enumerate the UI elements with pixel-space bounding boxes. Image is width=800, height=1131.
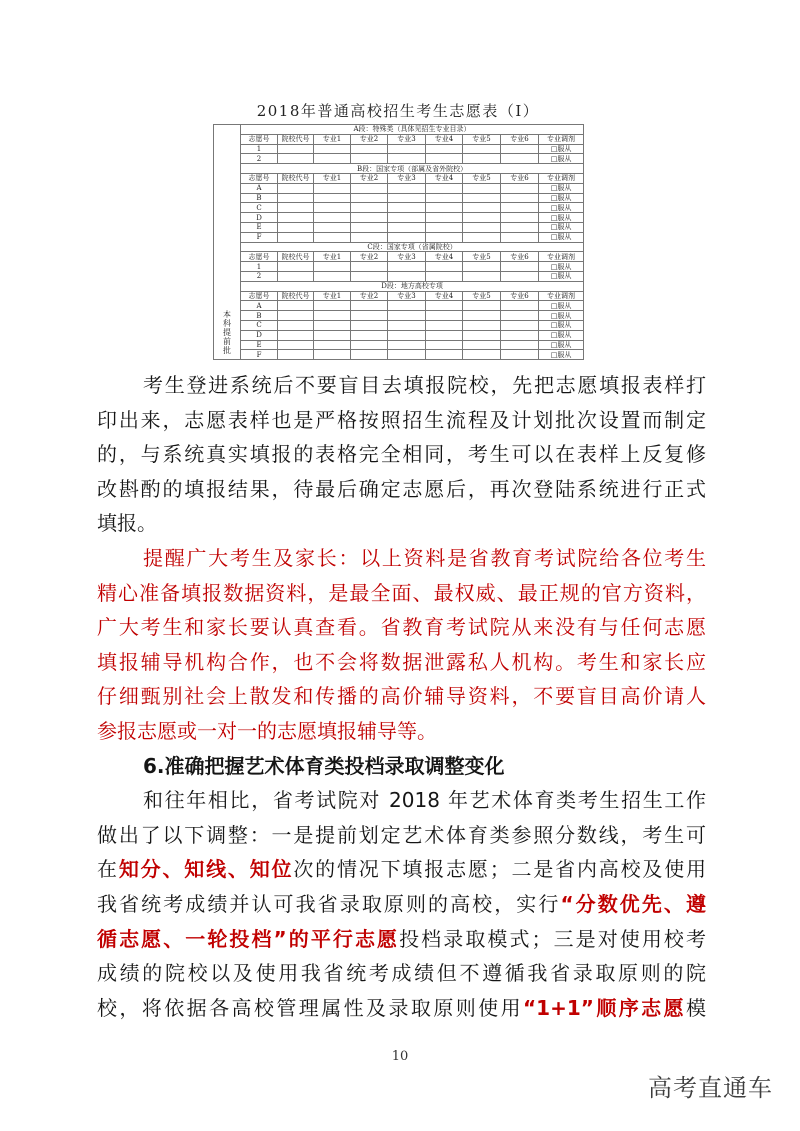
column-header: 专业调剂 (539, 134, 584, 144)
empty-cell (463, 330, 501, 340)
column-header: 院校代号 (278, 252, 314, 262)
choice-number: 1 (241, 144, 278, 154)
choice-number: 1 (241, 262, 278, 272)
empty-cell (501, 144, 539, 154)
section-label: D段：地方高校专项 (241, 281, 584, 291)
empty-cell (426, 271, 463, 281)
empty-cell (501, 193, 539, 203)
empty-cell (426, 213, 463, 223)
empty-cell (501, 311, 539, 321)
text-run: 6.准确把握艺术体育类投档录取调整变化 (143, 753, 505, 778)
empty-cell (351, 154, 388, 164)
empty-cell (314, 222, 351, 232)
choice-row (214, 262, 584, 272)
empty-cell (351, 222, 388, 232)
empty-cell (314, 213, 351, 223)
adjust-option: □服从 (539, 340, 584, 350)
empty-cell (314, 311, 351, 321)
empty-cell (501, 154, 539, 164)
side-label-cell (214, 125, 241, 360)
adjust-option: □服从 (539, 213, 584, 223)
empty-cell (314, 320, 351, 330)
form-title: 2018年普通高校招生考生志愿表（Ⅰ） (256, 102, 540, 120)
empty-cell (463, 340, 501, 350)
volunteer-form-image (213, 98, 583, 362)
text-line (97, 956, 706, 991)
section-label-row (214, 281, 584, 291)
column-header: 专业6 (501, 252, 539, 262)
section-label-row (214, 164, 584, 174)
text-run: 考生登进系统后不要盲目去填报院校，先把志愿填报表样打 (143, 373, 706, 397)
empty-cell (351, 213, 388, 223)
text-line (97, 922, 706, 957)
paragraph (97, 783, 706, 1025)
empty-cell (463, 320, 501, 330)
text-run: 成绩的院校以及使用我省统考成绩但不遵循我省录取原则的院 (97, 961, 706, 986)
column-header: 专业3 (388, 173, 426, 183)
empty-cell (463, 203, 501, 213)
text-line (97, 610, 706, 645)
choice-row (214, 203, 584, 213)
empty-cell (314, 183, 351, 193)
empty-cell (426, 350, 463, 360)
empty-cell (278, 154, 314, 164)
empty-cell (463, 183, 501, 193)
column-header: 专业5 (463, 252, 501, 262)
watermark: 高考直通车 (648, 1074, 773, 1102)
text-run: 提醒广大考生及家长：以上资料是省教育考试院给各位考生 (143, 545, 706, 570)
choice-row (214, 232, 584, 242)
adjust-option: □服从 (539, 232, 584, 242)
empty-cell (463, 311, 501, 321)
empty-cell (388, 203, 426, 213)
adjust-option: □服从 (539, 320, 584, 330)
text-line (97, 991, 706, 1026)
column-header: 专业1 (314, 134, 351, 144)
column-header: 院校代号 (278, 173, 314, 183)
text-line (97, 852, 706, 887)
column-header: 专业3 (388, 134, 426, 144)
text-run: 模 (686, 995, 706, 1020)
column-header: 专业1 (314, 252, 351, 262)
text-line (97, 403, 706, 438)
text-line (97, 783, 706, 818)
column-header-row (214, 291, 584, 301)
adjust-option: □服从 (539, 271, 584, 281)
text-run: 填报辅导机构合作，也不会将数据泄露私人机构。考生和家长应 (97, 649, 706, 674)
empty-cell (351, 203, 388, 213)
empty-cell (351, 330, 388, 340)
column-header: 专业调剂 (539, 252, 584, 262)
column-header: 专业调剂 (539, 173, 584, 183)
adjust-option: □服从 (539, 144, 584, 154)
text-run: 次的情况下填报志愿；二是省内高校及使用 (293, 857, 706, 882)
column-header: 专业4 (426, 252, 463, 262)
empty-cell (463, 271, 501, 281)
choice-row (214, 183, 584, 193)
empty-cell (463, 144, 501, 154)
text-run: 投档录取模式；三是对使用校考 (399, 926, 706, 951)
adjust-option: □服从 (539, 262, 584, 272)
section-heading (97, 749, 706, 784)
empty-cell (463, 154, 501, 164)
empty-cell (314, 271, 351, 281)
text-line (97, 679, 706, 714)
empty-cell (351, 183, 388, 193)
adjust-option: □服从 (539, 154, 584, 164)
text-run: 在 (97, 857, 119, 882)
column-header: 专业6 (501, 173, 539, 183)
empty-cell (501, 203, 539, 213)
empty-cell (351, 271, 388, 281)
empty-cell (501, 213, 539, 223)
choice-number: B (241, 311, 278, 321)
choice-number: 2 (241, 271, 278, 281)
column-header: 专业2 (351, 291, 388, 301)
empty-cell (278, 203, 314, 213)
column-header: 专业5 (463, 291, 501, 301)
empty-cell (314, 340, 351, 350)
section-label-row (214, 125, 584, 135)
column-header: 志愿号 (241, 134, 278, 144)
empty-cell (426, 330, 463, 340)
choice-number: D (241, 330, 278, 340)
emphasis-text: 循志愿、一轮投档”的平行志愿 (97, 926, 400, 951)
text-run: 精心准备填报数据资料，是最全面、最权威、最正规的官方资料， (97, 580, 706, 605)
empty-cell (388, 262, 426, 272)
section-label: B段：国家专项（部属及省外院校） (241, 164, 584, 174)
empty-cell (463, 301, 501, 311)
body-text (97, 368, 706, 1025)
empty-cell (501, 222, 539, 232)
empty-cell (426, 301, 463, 311)
empty-cell (314, 193, 351, 203)
text-line (97, 818, 706, 853)
empty-cell (426, 340, 463, 350)
text-run: 参报志愿或一对一的志愿填报辅导等。 (97, 718, 437, 743)
column-header: 专业1 (314, 173, 351, 183)
empty-cell (351, 340, 388, 350)
text-run: 和往年相比，省考试院对 2018 年艺术体育类考生招生工作 (143, 788, 706, 813)
column-header: 专业1 (314, 291, 351, 301)
choice-row (214, 311, 584, 321)
empty-cell (501, 330, 539, 340)
column-header: 专业调剂 (539, 291, 584, 301)
choice-number: B (241, 193, 278, 203)
emphasis-text: “1+1”顺序志愿 (523, 995, 687, 1020)
adjust-option: □服从 (539, 203, 584, 213)
form-table-body (214, 125, 584, 360)
empty-cell (314, 301, 351, 311)
choice-number: A (241, 183, 278, 193)
empty-cell (463, 213, 501, 223)
empty-cell (278, 193, 314, 203)
empty-cell (388, 183, 426, 193)
column-header-row (214, 134, 584, 144)
empty-cell (351, 311, 388, 321)
choice-number: A (241, 301, 278, 311)
text-run: 广大考生和家长要认真查看。省教育考试院从来没有与任何志愿 (97, 615, 706, 640)
text-run: 改斟酌的填报结果，待最后确定志愿后，再次登陆系统进行正式 (97, 476, 706, 501)
column-header: 专业4 (426, 291, 463, 301)
text-line (97, 506, 706, 541)
column-header: 志愿号 (241, 252, 278, 262)
text-run: 印出来，志愿表样也是严格按照招生流程及计划批次设置而制定 (97, 407, 706, 432)
adjust-option: □服从 (539, 301, 584, 311)
text-run: 填报。 (97, 511, 157, 536)
text-run: 的，与系统真实填报的表格完全相同，考生可以在表样上反复修 (97, 442, 706, 467)
empty-cell (501, 183, 539, 193)
empty-cell (314, 350, 351, 360)
column-header-row (214, 173, 584, 183)
choice-number: E (241, 222, 278, 232)
choice-number: F (241, 350, 278, 360)
adjust-option: □服从 (539, 311, 584, 321)
empty-cell (501, 262, 539, 272)
empty-cell (463, 232, 501, 242)
empty-cell (388, 222, 426, 232)
empty-cell (463, 262, 501, 272)
adjust-option: □服从 (539, 350, 584, 360)
empty-cell (278, 350, 314, 360)
empty-cell (278, 183, 314, 193)
choice-number: 2 (241, 154, 278, 164)
empty-cell (314, 262, 351, 272)
empty-cell (426, 203, 463, 213)
empty-cell (501, 340, 539, 350)
empty-cell (388, 320, 426, 330)
empty-cell (463, 193, 501, 203)
empty-cell (501, 350, 539, 360)
choice-row (214, 222, 584, 232)
empty-cell (278, 232, 314, 242)
choice-row (214, 154, 584, 164)
text-line (97, 887, 706, 922)
empty-cell (351, 320, 388, 330)
text-line (97, 437, 706, 472)
adjust-option: □服从 (539, 193, 584, 203)
column-header: 院校代号 (278, 134, 314, 144)
empty-cell (278, 144, 314, 154)
empty-cell (351, 301, 388, 311)
choice-number: D (241, 213, 278, 223)
empty-cell (388, 154, 426, 164)
empty-cell (426, 232, 463, 242)
text-run: 校，将依据各高校管理属性及录取原则使用 (97, 995, 524, 1020)
text-run: 仔细甄别社会上散发和传播的高价辅导资料，不要盲目高价请人 (97, 684, 706, 709)
column-header: 专业6 (501, 134, 539, 144)
text-line (97, 714, 706, 749)
paragraph (97, 541, 706, 749)
adjust-option: □服从 (539, 222, 584, 232)
empty-cell (314, 330, 351, 340)
emphasis-text: “分数优先、遵 (560, 891, 706, 916)
choice-row (214, 193, 584, 203)
column-header: 专业3 (388, 291, 426, 301)
choice-number: C (241, 203, 278, 213)
empty-cell (388, 271, 426, 281)
choice-row (214, 320, 584, 330)
empty-cell (388, 232, 426, 242)
adjust-option: □服从 (539, 330, 584, 340)
empty-cell (388, 350, 426, 360)
column-header: 志愿号 (241, 291, 278, 301)
column-header-row (214, 252, 584, 262)
text-line (97, 541, 706, 576)
choice-number: F (241, 232, 278, 242)
choice-number: E (241, 340, 278, 350)
column-header: 专业3 (388, 252, 426, 262)
column-header: 专业4 (426, 173, 463, 183)
text-line (97, 749, 706, 784)
empty-cell (278, 262, 314, 272)
empty-cell (388, 330, 426, 340)
empty-cell (426, 222, 463, 232)
empty-cell (278, 301, 314, 311)
empty-cell (351, 144, 388, 154)
volunteer-form-table (213, 124, 584, 360)
empty-cell (388, 213, 426, 223)
choice-number: C (241, 320, 278, 330)
empty-cell (426, 144, 463, 154)
section-label: A段：特殊类（具体见招生专业目录） (241, 125, 584, 135)
column-header: 专业4 (426, 134, 463, 144)
empty-cell (278, 311, 314, 321)
text-run: 我省统考成绩并认可我省录取原则的高校，实行 (97, 891, 561, 916)
empty-cell (426, 311, 463, 321)
column-header: 志愿号 (241, 173, 278, 183)
text-line (97, 368, 706, 403)
empty-cell (278, 330, 314, 340)
empty-cell (426, 193, 463, 203)
column-header: 专业2 (351, 173, 388, 183)
page-number: 10 (391, 1049, 409, 1064)
empty-cell (314, 144, 351, 154)
empty-cell (501, 271, 539, 281)
empty-cell (388, 144, 426, 154)
empty-cell (463, 350, 501, 360)
empty-cell (314, 203, 351, 213)
empty-cell (314, 154, 351, 164)
paragraph (97, 368, 706, 541)
emphasis-text: 知分、知线、知位 (118, 857, 294, 882)
empty-cell (351, 350, 388, 360)
text-line (97, 576, 706, 611)
text-line (97, 472, 706, 507)
empty-cell (351, 232, 388, 242)
choice-row (214, 213, 584, 223)
empty-cell (388, 340, 426, 350)
adjust-option: □服从 (539, 183, 584, 193)
empty-cell (426, 183, 463, 193)
empty-cell (463, 222, 501, 232)
empty-cell (501, 301, 539, 311)
empty-cell (278, 222, 314, 232)
empty-cell (278, 271, 314, 281)
choice-row (214, 271, 584, 281)
column-header: 院校代号 (278, 291, 314, 301)
empty-cell (278, 320, 314, 330)
choice-row (214, 350, 584, 360)
empty-cell (388, 301, 426, 311)
empty-cell (278, 340, 314, 350)
choice-row (214, 330, 584, 340)
empty-cell (278, 213, 314, 223)
empty-cell (426, 154, 463, 164)
section-label: C段：国家专项（省属院校） (241, 242, 584, 252)
empty-cell (426, 262, 463, 272)
choice-row (214, 301, 584, 311)
empty-cell (351, 262, 388, 272)
column-header: 专业6 (501, 291, 539, 301)
column-header: 专业5 (463, 134, 501, 144)
section-label-row (214, 242, 584, 252)
empty-cell (314, 232, 351, 242)
text-line (97, 645, 706, 680)
choice-row (214, 340, 584, 350)
empty-cell (501, 320, 539, 330)
choice-row (214, 144, 584, 154)
column-header: 专业5 (463, 173, 501, 183)
empty-cell (501, 232, 539, 242)
empty-cell (388, 193, 426, 203)
text-run: 做出了以下调整：一是提前划定艺术体育类参照分数线，考生可 (97, 822, 706, 847)
empty-cell (388, 311, 426, 321)
empty-cell (426, 320, 463, 330)
empty-cell (351, 193, 388, 203)
column-header: 专业2 (351, 252, 388, 262)
column-header: 专业2 (351, 134, 388, 144)
side-label: 本科提前批 (222, 310, 232, 356)
